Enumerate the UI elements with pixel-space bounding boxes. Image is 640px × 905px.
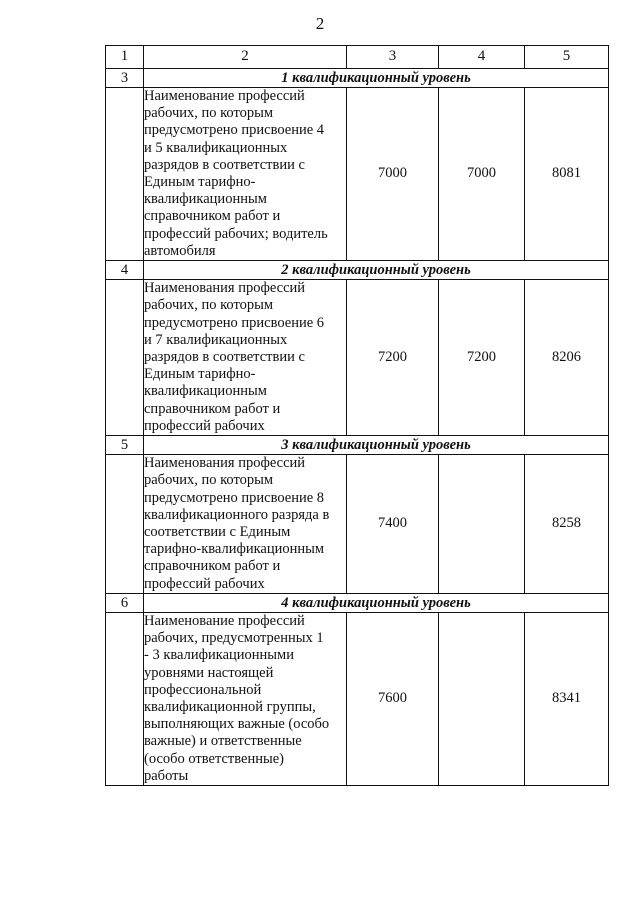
description-line: рабочих, предусмотренных 1 xyxy=(144,630,324,647)
description-line: квалификационного разряда в xyxy=(144,506,330,523)
description-line: Единым тарифно- xyxy=(144,174,256,191)
level-row xyxy=(106,261,609,280)
row-number: 6 xyxy=(106,594,144,613)
value-col5: 8081 xyxy=(525,88,609,261)
row-number: 3 xyxy=(106,69,144,88)
profession-description xyxy=(144,613,347,786)
description-line: квалификационной группы, xyxy=(144,699,316,716)
value-col4: 7200 xyxy=(439,280,525,436)
table-row xyxy=(106,280,609,436)
header-cell: 3 xyxy=(347,46,439,69)
description-line: тарифно-квалификационным xyxy=(144,541,325,558)
description-line: разрядов в соответствии с xyxy=(144,348,305,365)
header-cell: 4 xyxy=(439,46,525,69)
description-line: выполняющих важные (особо xyxy=(144,716,330,733)
description-line: Наименование профессий xyxy=(144,613,305,630)
description-line: (особо ответственные) xyxy=(144,750,284,767)
table-row xyxy=(106,613,609,786)
level-title: 4 квалификационный уровень xyxy=(144,594,609,613)
level-title: 1 квалификационный уровень xyxy=(144,69,609,88)
description-line: квалификационным xyxy=(144,191,267,208)
row-number: 5 xyxy=(106,436,144,455)
level-title: 2 квалификационный уровень xyxy=(144,261,609,280)
description-line: уровнями настоящей xyxy=(144,664,274,681)
table-row xyxy=(106,455,609,594)
description-line: справочником работ и xyxy=(144,400,281,417)
table-header-row xyxy=(106,46,609,69)
header-cell: 5 xyxy=(525,46,609,69)
header-cell: 2 xyxy=(144,46,347,69)
description-line: справочником работ и xyxy=(144,208,281,225)
description-line: Наименования профессий xyxy=(144,280,306,297)
description-line: предусмотрено присвоение 4 xyxy=(144,122,325,139)
description-line: Единым тарифно- xyxy=(144,366,256,383)
description-line: профессий рабочих xyxy=(144,575,265,592)
page-number: 2 xyxy=(315,14,325,33)
value-col3: 7000 xyxy=(347,88,439,261)
row-number: 4 xyxy=(106,261,144,280)
description-line: рабочих, по которым xyxy=(144,472,274,489)
value-col3: 7600 xyxy=(347,613,439,786)
description-line: разрядов в соответствии с xyxy=(144,156,305,173)
description-line: Наименования профессий xyxy=(144,455,306,472)
level-row xyxy=(106,69,609,88)
value-col3: 7400 xyxy=(347,455,439,594)
salary-table xyxy=(105,45,609,786)
empty-cell xyxy=(106,280,144,436)
header-cell: 1 xyxy=(106,46,144,69)
description-line: справочником работ и xyxy=(144,558,281,575)
value-col4: 7000 xyxy=(439,88,525,261)
value-col4 xyxy=(439,455,525,594)
value-col5: 8258 xyxy=(525,455,609,594)
description-line: автомобиля xyxy=(144,242,216,259)
empty-cell xyxy=(106,613,144,786)
level-row xyxy=(106,436,609,455)
table-row xyxy=(106,88,609,261)
description-line: квалификационным xyxy=(144,383,267,400)
description-line: рабочих, по которым xyxy=(144,297,274,314)
description-line: соответствии с Единым xyxy=(144,524,291,541)
empty-cell xyxy=(106,88,144,261)
value-col5: 8206 xyxy=(525,280,609,436)
description-line: профессий рабочих xyxy=(144,417,265,434)
description-line: Наименование профессий xyxy=(144,88,305,104)
profession-description xyxy=(144,88,347,261)
value-col5: 8341 xyxy=(525,613,609,786)
profession-description xyxy=(144,280,347,436)
level-title: 3 квалификационный уровень xyxy=(144,436,609,455)
level-row xyxy=(106,594,609,613)
description-line: - 3 квалификационными xyxy=(144,647,294,664)
value-col3: 7200 xyxy=(347,280,439,436)
empty-cell xyxy=(106,455,144,594)
description-line: и 7 квалификационных xyxy=(144,331,288,348)
description-line: рабочих, по которым xyxy=(144,105,274,122)
value-col4 xyxy=(439,613,525,786)
description-line: профессиональной xyxy=(144,681,262,698)
description-line: работы xyxy=(144,767,189,784)
profession-description xyxy=(144,455,347,594)
description-line: и 5 квалификационных xyxy=(144,139,288,156)
description-line: профессий рабочих; водитель xyxy=(144,225,328,242)
description-line: важные) и ответственные xyxy=(144,733,302,750)
description-line: предусмотрено присвоение 8 xyxy=(144,489,325,506)
description-line: предусмотрено присвоение 6 xyxy=(144,314,325,331)
